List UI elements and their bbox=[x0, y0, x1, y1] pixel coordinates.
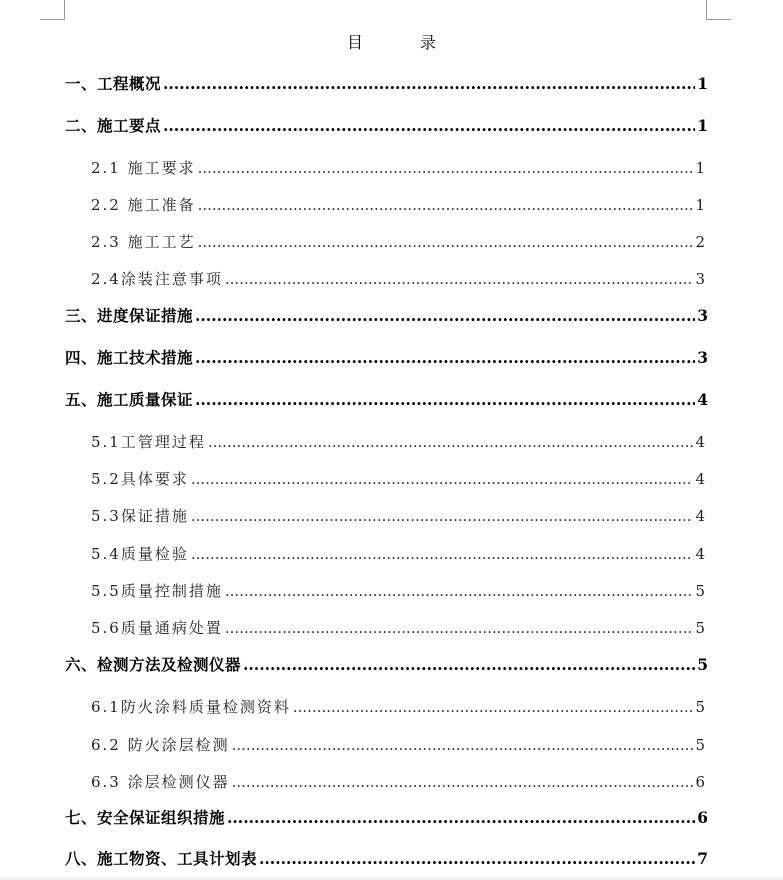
toc-entry-label: 七、安全保证组织措施 bbox=[65, 808, 226, 827]
dot-leader bbox=[195, 390, 695, 409]
dot-leader bbox=[232, 773, 694, 791]
toc-entry[interactable] bbox=[91, 505, 705, 526]
dot-leader bbox=[225, 619, 694, 637]
toc-entry-page: 6 bbox=[697, 808, 708, 827]
dot-leader bbox=[259, 849, 695, 868]
toc-entry-label: 2.1 施工要求 bbox=[91, 159, 196, 177]
dot-leader bbox=[225, 582, 694, 600]
toc-entry-label: 5.2具体要求 bbox=[91, 470, 189, 488]
toc-entry[interactable] bbox=[65, 847, 708, 869]
dot-leader bbox=[163, 74, 695, 93]
toc-entry-label: 6.2 防火涂层检测 bbox=[91, 736, 230, 754]
toc-entry-label: 一、工程概况 bbox=[65, 74, 162, 93]
toc-entry-page: 7 bbox=[697, 849, 708, 868]
toc-entry[interactable] bbox=[91, 580, 705, 601]
dot-leader bbox=[191, 507, 694, 525]
toc-entry[interactable] bbox=[65, 72, 708, 94]
toc-entry-label: 三、进度保证措施 bbox=[65, 306, 194, 325]
crop-mark-left bbox=[64, 0, 65, 19]
toc-entry-page: 5 bbox=[697, 655, 708, 674]
toc-entry[interactable] bbox=[91, 231, 705, 252]
dot-leader bbox=[225, 270, 694, 288]
dot-leader bbox=[243, 655, 695, 674]
toc-entry-label: 2.4涂装注意事项 bbox=[91, 270, 223, 288]
crop-mark-left bbox=[40, 19, 65, 20]
toc-entry-page: 3 bbox=[697, 348, 708, 367]
toc-entry[interactable] bbox=[91, 194, 705, 215]
toc-entry-page: 5 bbox=[695, 619, 705, 637]
toc-entry[interactable] bbox=[91, 268, 705, 289]
toc-entry[interactable] bbox=[65, 304, 708, 326]
toc-entry[interactable] bbox=[91, 468, 705, 489]
toc-entry-page: 5 bbox=[695, 736, 705, 754]
toc-entry-label: 五、施工质量保证 bbox=[65, 390, 194, 409]
toc-entry-label: 2.3 施工工艺 bbox=[91, 233, 196, 251]
toc-entry-label: 6.3 涂层检测仪器 bbox=[91, 773, 230, 791]
toc-entry-label: 四、施工技术措施 bbox=[65, 348, 194, 367]
dot-leader bbox=[191, 545, 694, 563]
toc-entry[interactable] bbox=[91, 696, 705, 717]
dot-leader bbox=[191, 470, 694, 488]
toc-entry-label: 二、施工要点 bbox=[65, 116, 162, 135]
dot-leader bbox=[195, 348, 695, 367]
page-bottom-edge bbox=[0, 874, 783, 880]
dot-leader bbox=[232, 736, 694, 754]
dot-leader bbox=[195, 306, 695, 325]
crop-mark-right bbox=[706, 0, 707, 19]
toc-entry[interactable] bbox=[65, 346, 708, 368]
toc-entry-page: 4 bbox=[695, 470, 705, 488]
toc-entry-page: 1 bbox=[695, 159, 705, 177]
dot-leader bbox=[198, 159, 694, 177]
toc-entry-page: 1 bbox=[697, 74, 708, 93]
toc-entry[interactable] bbox=[91, 617, 705, 638]
toc-entry-page: 5 bbox=[695, 582, 705, 600]
dot-leader bbox=[293, 698, 694, 716]
toc-entry-page: 1 bbox=[697, 116, 708, 135]
dot-leader bbox=[208, 433, 694, 451]
dot-leader bbox=[227, 808, 695, 827]
toc-entry[interactable] bbox=[91, 734, 705, 755]
crop-mark-right bbox=[706, 19, 731, 20]
toc-entry-page: 5 bbox=[695, 698, 705, 716]
toc-entry-page: 2 bbox=[695, 233, 705, 251]
toc-entry-page: 4 bbox=[695, 433, 705, 451]
toc-entry-label: 5.5质量控制措施 bbox=[91, 582, 223, 600]
toc-entry-label: 5.6质量通病处置 bbox=[91, 619, 223, 637]
toc-entry[interactable] bbox=[65, 114, 708, 136]
toc-entry[interactable] bbox=[91, 771, 705, 792]
toc-entry[interactable] bbox=[65, 653, 708, 675]
toc-entry-label: 六、检测方法及检测仪器 bbox=[65, 655, 242, 674]
toc-entry-page: 1 bbox=[695, 196, 705, 214]
toc-entry[interactable] bbox=[91, 543, 705, 564]
toc-entry[interactable] bbox=[91, 431, 705, 452]
toc-entry-page: 4 bbox=[695, 545, 705, 563]
toc-entry-page: 4 bbox=[695, 507, 705, 525]
toc-entry-label: 6.1防火涂料质量检测资料 bbox=[91, 698, 291, 716]
toc-entry-label: 八、施工物资、工具计划表 bbox=[65, 849, 258, 868]
toc-entry-label: 2.2 施工准备 bbox=[91, 196, 196, 214]
toc-entry[interactable] bbox=[91, 157, 705, 178]
toc-entry[interactable] bbox=[65, 388, 708, 410]
dot-leader bbox=[198, 233, 694, 251]
toc-entry-page: 6 bbox=[695, 773, 705, 791]
toc-entry[interactable] bbox=[65, 806, 708, 828]
toc-entry-page: 3 bbox=[695, 270, 705, 288]
toc-title: 目 录 bbox=[346, 33, 463, 52]
toc-entry-label: 5.1工管理过程 bbox=[91, 433, 206, 451]
dot-leader bbox=[198, 196, 694, 214]
toc-entry-page: 4 bbox=[697, 390, 708, 409]
toc-entry-label: 5.3保证措施 bbox=[91, 507, 189, 525]
toc-entry-page: 3 bbox=[697, 306, 708, 325]
toc-entry-label: 5.4质量检验 bbox=[91, 545, 189, 563]
dot-leader bbox=[163, 116, 695, 135]
